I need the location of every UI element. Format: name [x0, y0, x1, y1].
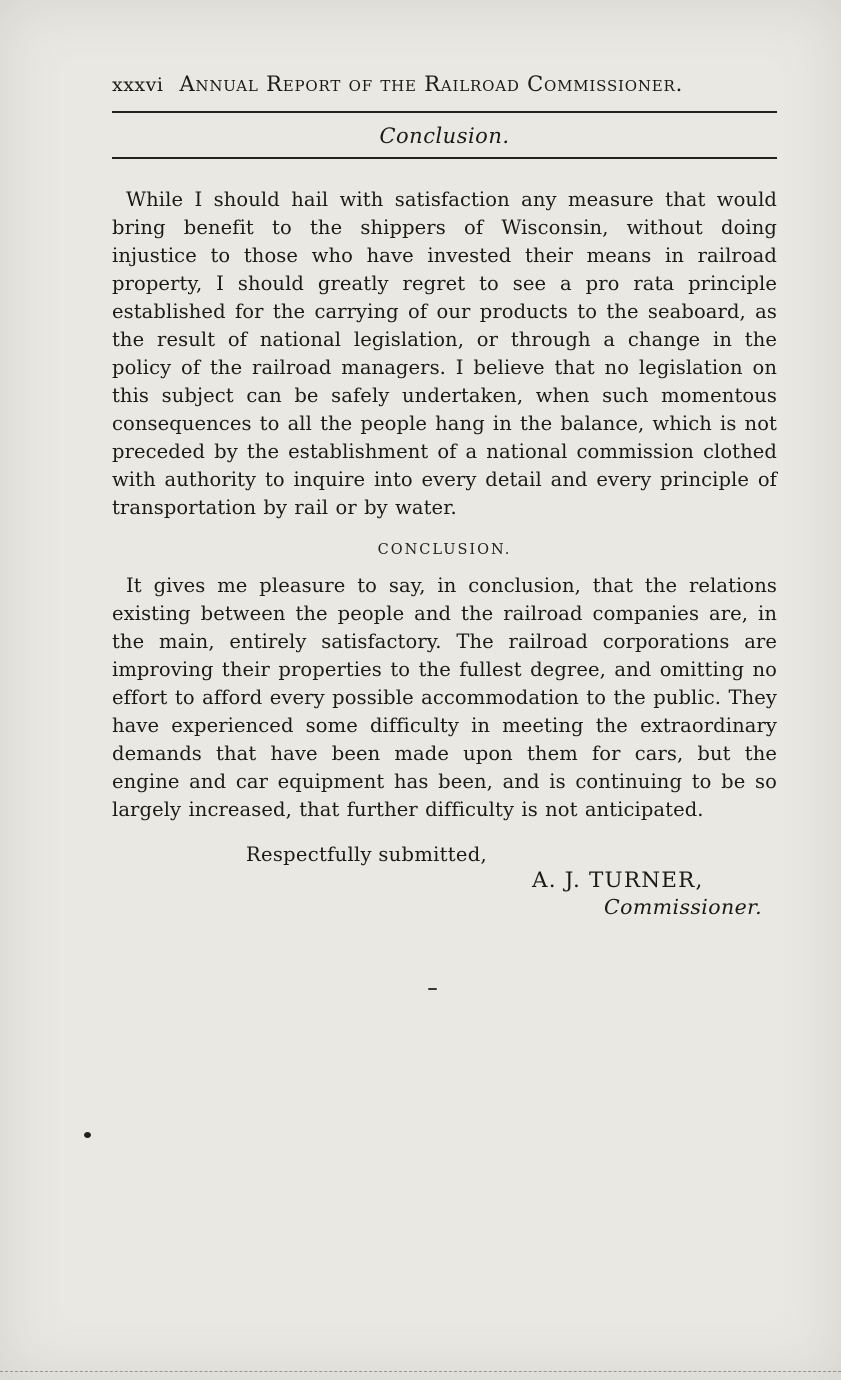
signature-title: Commissioner. [604, 895, 762, 919]
divider-under-title [112, 157, 777, 159]
section-title: Conclusion. [379, 124, 510, 148]
closing-line: Respectfully submitted, [246, 843, 488, 866]
paragraph-1: While I should hail with satisfaction any measure that would bring benefit to the shippers of Wisconsin, without doing injustice to those who have invested their means in railroad property, I should greatly regret to see a pro rata principle established for the carrying of our products to the seaboard, as the result of national legislation, or through a change in the policy of the railroad managers. I believe that no legislation on this subject can be safely undertaken, when such momentous consequences to all the people hang in the balance, which is not preceded by the establishment of a national commission clothed with authority to inquire into every detail and every principle of transportation by rail or by water. [112, 188, 777, 519]
scan-artifact-bottom-edge [0, 1371, 841, 1372]
paragraph-2: It gives me pleasure to say, in conclusion, that the relations existing between the people and the railroad companies are, in the main, entirely satisfactory. The railroad corporations are improving their properties to the fullest degree, and omitting no effort to afford every possible accommodation to the public. They have experienced some difficulty in meeting the extraordinary demands that have been made upon them for cars, but the engine and car equipment has been, and is continuing to be so largely increased, that further difficulty is not anticipated. [112, 574, 777, 821]
scan-artifact-dot [84, 1132, 91, 1138]
page-number: xxxvi [112, 74, 164, 96]
running-head [112, 72, 777, 96]
running-title: Annual Report of the Railroad Commissioner. [179, 72, 684, 96]
page-content [112, 72, 777, 919]
scan-artifact-dash [428, 988, 437, 990]
divider-top [112, 111, 777, 113]
subheading-conclusion: CONCLUSION. [377, 542, 512, 558]
signature-name: A. J. TURNER, [532, 868, 704, 893]
